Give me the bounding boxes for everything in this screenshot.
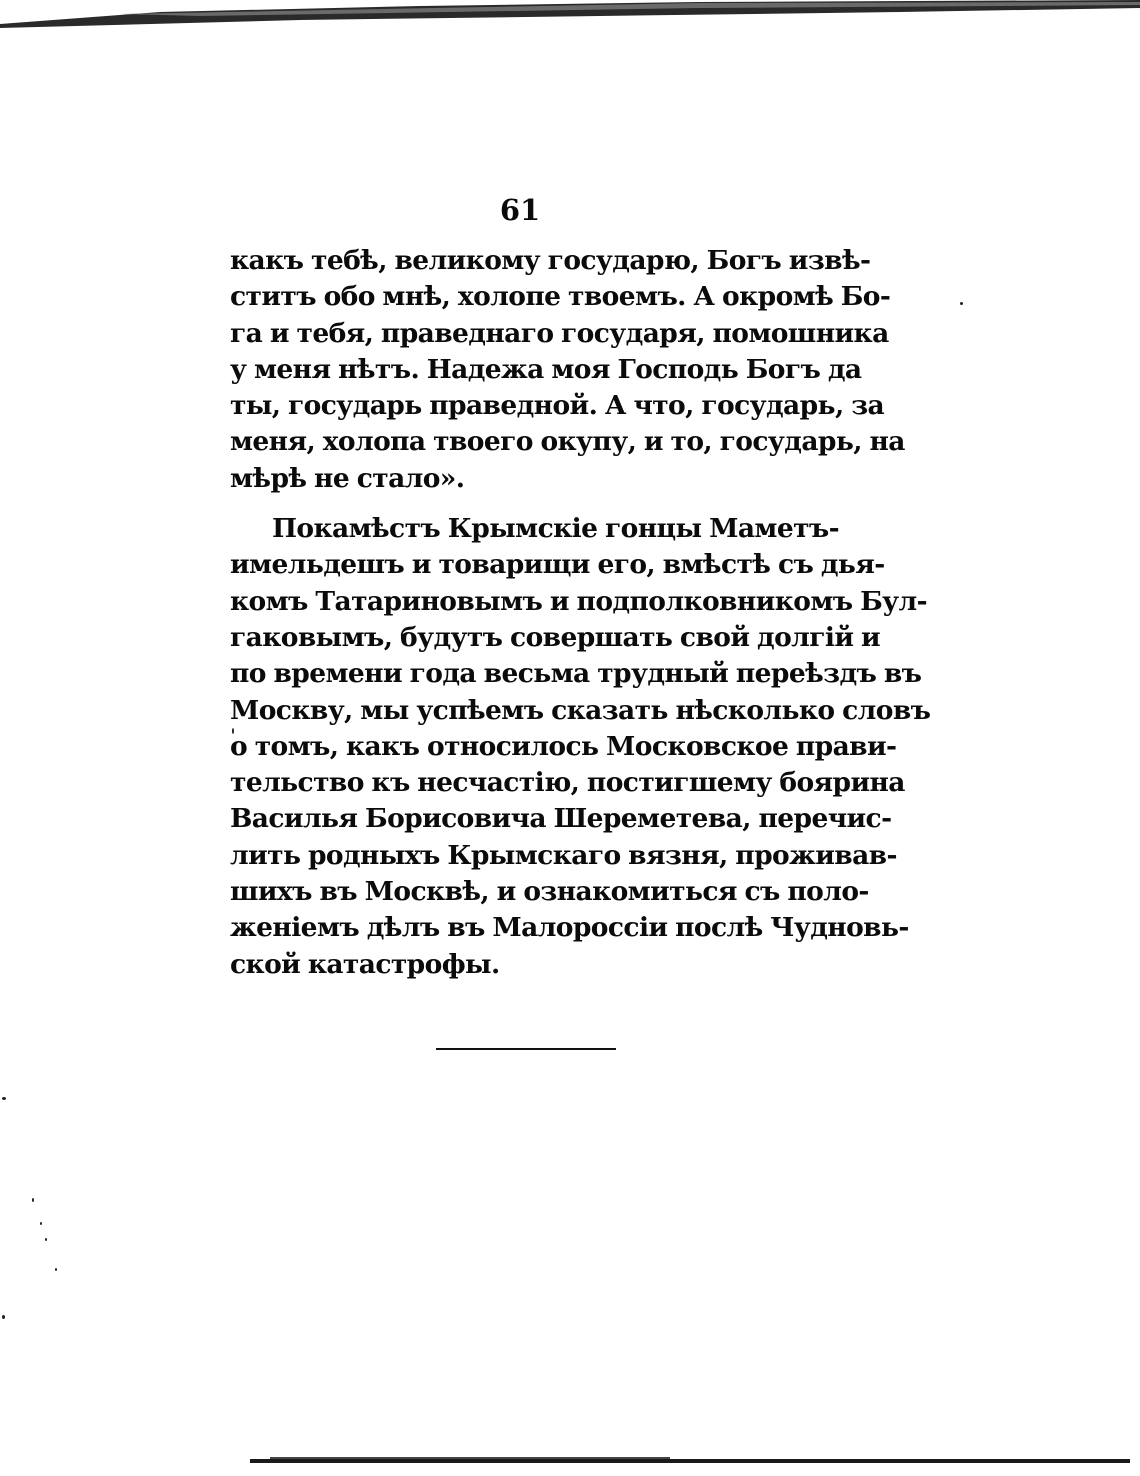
scan-speck bbox=[55, 1268, 57, 1271]
text-line: га и тебя, праведнаго государя, помошника bbox=[230, 317, 889, 349]
text-line: Покамѣстъ Крымскіе гонцы Маметъ- bbox=[272, 513, 840, 545]
paragraph bbox=[230, 243, 905, 497]
text-line: мѣрѣ не стало». bbox=[230, 462, 465, 494]
body-text bbox=[230, 243, 931, 983]
page-number: 61 bbox=[499, 193, 541, 227]
text-line: шихъ въ Москвѣ, и ознакомиться съ поло- bbox=[230, 876, 869, 908]
paragraph bbox=[230, 511, 931, 983]
text-line: ской катастрофы. bbox=[230, 948, 500, 980]
text-line: женіемъ дѣлъ въ Малороссіи послѣ Чудновь- bbox=[230, 912, 909, 944]
scan-speck bbox=[45, 1238, 47, 1241]
text-line: гаковымъ, будутъ совершать свой долгій и bbox=[230, 621, 881, 653]
text-line: имельдешъ и товарищи его, вмѣстѣ съ дья- bbox=[230, 549, 885, 581]
text-line: Москву, мы успѣемъ сказать нѣсколько словъ bbox=[230, 694, 931, 726]
text-line: ститъ обо мнѣ, холопе твоемъ. А окромѣ Бо- bbox=[230, 281, 891, 313]
paragraph-spacer bbox=[230, 497, 820, 511]
text-line: комъ Татариновымъ и подполковникомъ Бул- bbox=[230, 585, 927, 617]
section-end-rule bbox=[436, 1048, 616, 1050]
text-line: у меня нѣтъ. Надежа моя Господь Богъ да bbox=[230, 353, 862, 385]
text-line: тельство къ несчастію, постигшему боярина bbox=[230, 767, 905, 799]
scan-edge-top bbox=[0, 0, 1140, 40]
scan-speck bbox=[40, 1222, 42, 1225]
text-line: Василья Борисовича Шереметева, перечис- bbox=[230, 803, 892, 835]
text-line: ты, государь праведной. А что, государь, за bbox=[230, 390, 885, 422]
scan-speck bbox=[2, 1097, 6, 1100]
scan-speck bbox=[960, 302, 963, 305]
text-line: какъ тебѣ, великому государю, Богъ извѣ- bbox=[230, 245, 871, 276]
scan-speck bbox=[32, 1198, 34, 1202]
text-line: лить родныхъ Крымскаго вязня, проживав- bbox=[230, 839, 897, 871]
text-line: меня, холопа твоего окупу, и то, государь, на bbox=[230, 426, 905, 458]
text-line: о томъ, какъ относилось Московское прави- bbox=[230, 730, 897, 762]
text-line: по времени года весьма трудный переѣздъ въ bbox=[230, 658, 922, 690]
scan-speck bbox=[2, 1315, 5, 1319]
scan-edge-bottom bbox=[250, 1455, 1130, 1467]
